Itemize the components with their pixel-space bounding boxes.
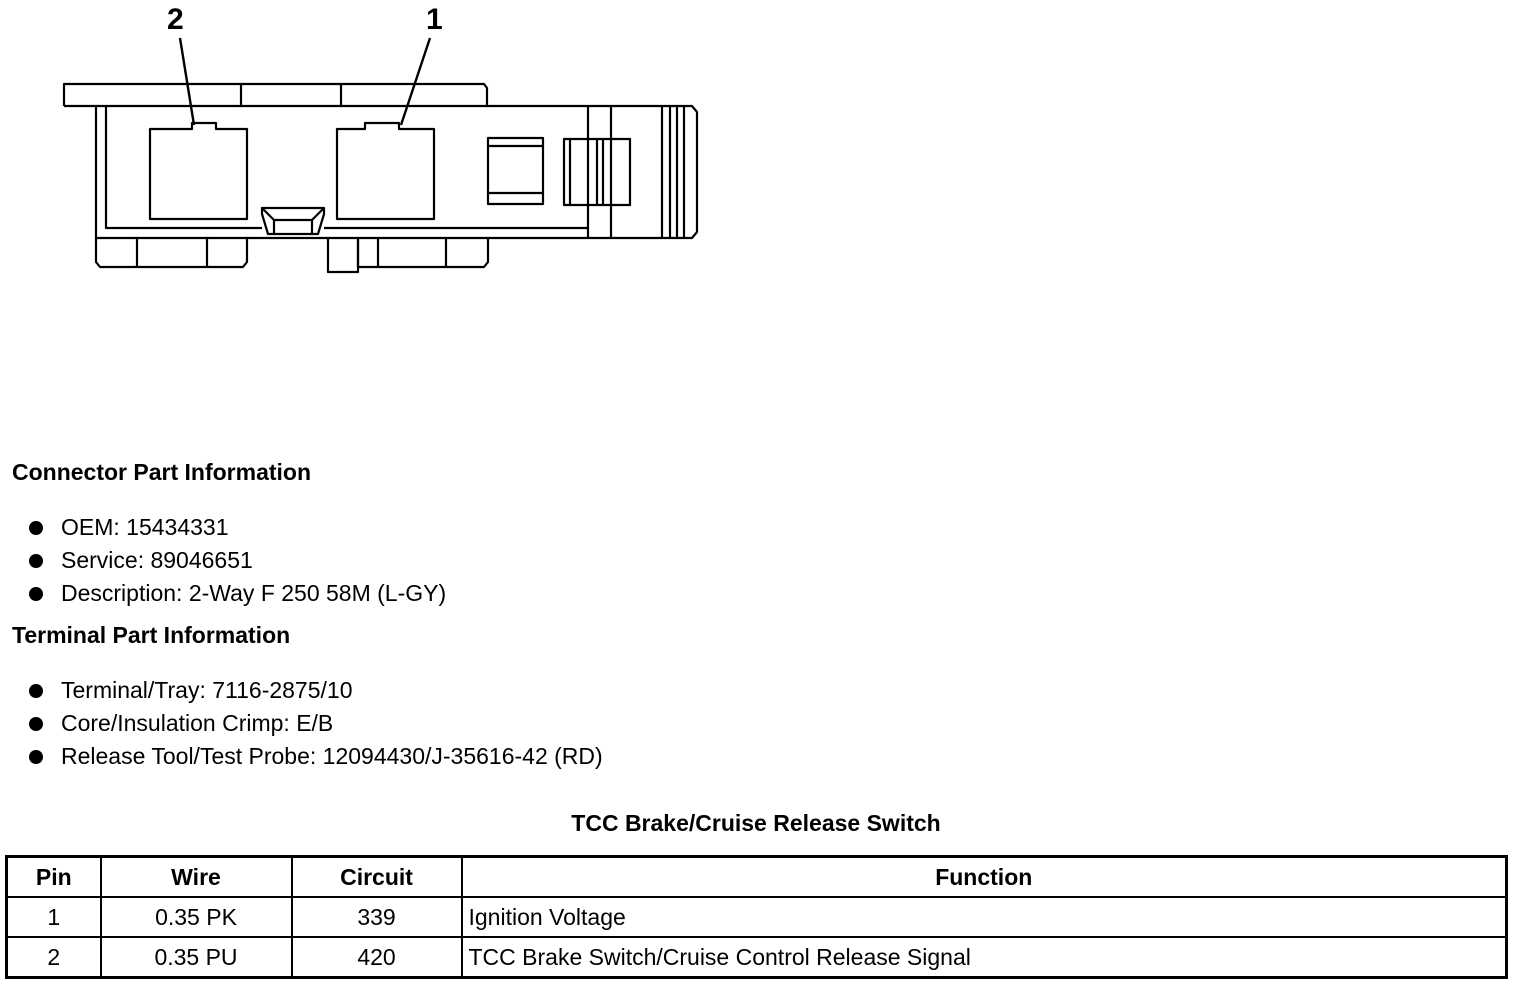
connector-part-info-heading: Connector Part Information: [12, 459, 312, 485]
bullet-icon: [29, 717, 43, 731]
header-pin: Pin: [7, 857, 101, 898]
cell-wire: 0.35 PU: [101, 937, 292, 978]
pinout-table-title: TCC Brake/Cruise Release Switch: [571, 810, 941, 836]
pin-1-cavity: [337, 123, 434, 219]
oem-part-number: OEM: 15434331: [61, 514, 229, 540]
service-part-number: Service: 89046651: [61, 547, 253, 573]
pin-1-leader: [401, 38, 430, 125]
cell-wire: 0.35 PK: [101, 897, 292, 937]
bullet-icon: [29, 750, 43, 764]
pin-2-cavity: [150, 123, 247, 219]
cell-pin: 2: [7, 937, 101, 978]
pinout-table: [5, 855, 1508, 979]
header-circuit: Circuit: [292, 857, 462, 898]
pin-1-callout: 1: [426, 3, 443, 36]
latch-window: [488, 138, 543, 204]
table-row: [7, 897, 1507, 937]
connector-top-flange: [64, 84, 487, 106]
bullet-icon: [29, 684, 43, 698]
cell-circuit: 420: [292, 937, 462, 978]
cell-pin: 1: [7, 897, 101, 937]
table-row: [7, 937, 1507, 978]
connector-description: Description: 2-Way F 250 58M (L-GY): [61, 580, 447, 606]
terminal-tray: Terminal/Tray: 7116-2875/10: [61, 677, 353, 703]
terminal-part-info-heading: Terminal Part Information: [12, 622, 291, 648]
bullet-icon: [29, 521, 43, 535]
connector-diagram: [0, 0, 720, 290]
bottom-left-tab: [96, 238, 247, 267]
header-wire: Wire: [101, 857, 292, 898]
bullet-icon: [29, 587, 43, 601]
connector-inner-frame: [106, 106, 588, 228]
cell-circuit: 339: [292, 897, 462, 937]
bottom-mid-tab: [328, 238, 358, 272]
cell-function: Ignition Voltage: [462, 897, 1507, 937]
cell-function: TCC Brake Switch/Cruise Control Release Signal: [462, 937, 1507, 978]
table-header-row: [7, 857, 1507, 898]
core-insulation-crimp: Core/Insulation Crimp: E/B: [61, 710, 334, 736]
pin-2-leader: [180, 38, 194, 125]
release-tool-test-probe: Release Tool/Test Probe: 12094430/J-35616-42 (RD): [61, 743, 603, 769]
header-function: Function: [462, 857, 1507, 898]
bullet-icon: [29, 554, 43, 568]
pin-2-callout: 2: [167, 3, 184, 36]
